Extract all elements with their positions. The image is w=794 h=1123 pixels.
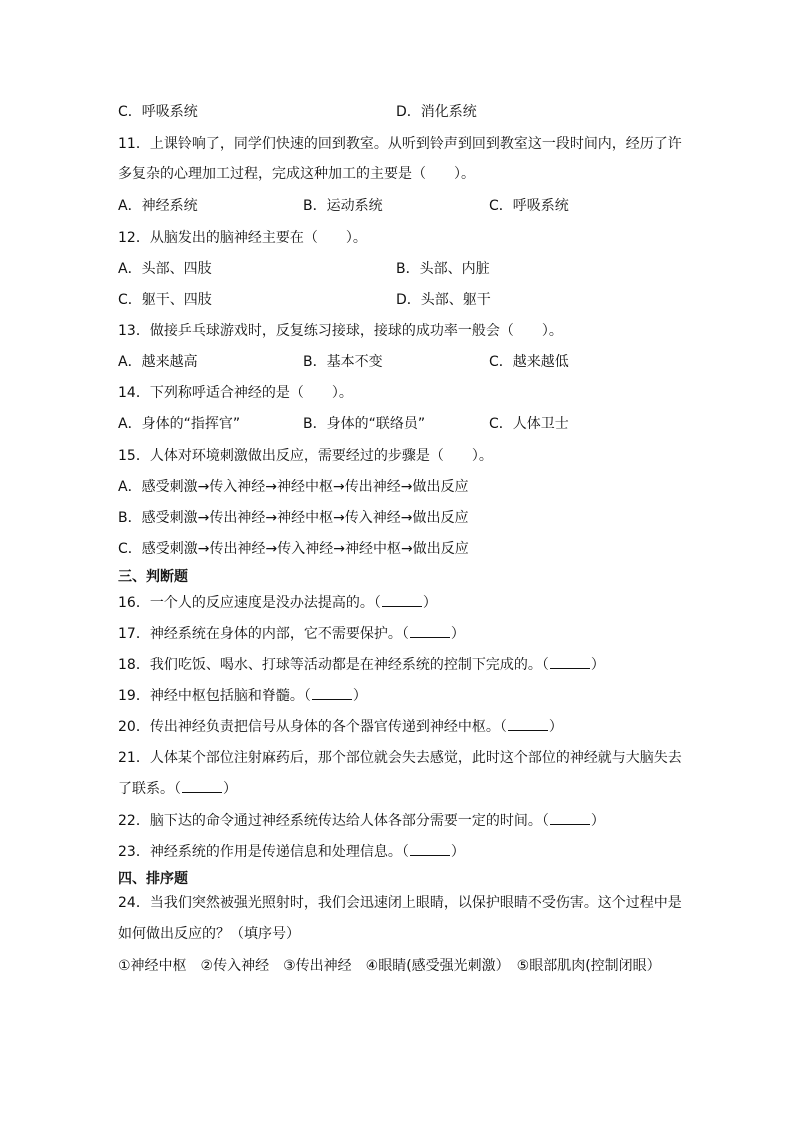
- q20-answer-blank[interactable]: [508, 716, 548, 731]
- q10-option-d: D．消化系统: [396, 104, 477, 120]
- q16-stem: 16．一个人的反应速度是没办法提高的。（: [118, 595, 381, 611]
- q12-option-c: C．躯干、四肢: [118, 292, 212, 308]
- q12-option-a: A．头部、四肢: [118, 261, 212, 277]
- q17-close: ）: [450, 626, 465, 642]
- q15-option-b: B．感受刺激→传出神经→神经中枢→传入神经→做出反应: [118, 510, 469, 526]
- q21-answer-blank[interactable]: [182, 778, 222, 793]
- q24-text-line2: 如何做出反应的？（填序号）: [118, 926, 300, 942]
- q16-answer-blank[interactable]: [382, 592, 422, 607]
- q15-option-c: C．感受刺激→传出神经→传入神经→神经中枢→做出反应: [118, 541, 469, 557]
- q13-option-b: B．基本不变: [303, 354, 383, 370]
- q10-option-c: C．呼吸系统: [118, 104, 198, 120]
- q21-text-line1: 21．人体某个部位注射麻药后，那个部位就会失去感觉，此时这个部位的神经就与大脑失去: [118, 750, 682, 766]
- q16-close: ）: [422, 595, 437, 611]
- q17-stem: 17．神经系统在身体的内部，它不需要保护。（: [118, 626, 409, 642]
- q18-stem: 18．我们吃饭、喝水、打球等活动都是在神经系统的控制下完成的。（: [118, 657, 549, 673]
- q23-answer-blank[interactable]: [410, 841, 450, 856]
- q20-text: [118, 716, 563, 737]
- q20-stem: 20．传出神经负责把信号从身体的各个器官传递到神经中枢。（: [118, 719, 507, 735]
- q15-text: 15．人体对环境刺激做出反应，需要经过的步骤是（ ）。: [118, 448, 493, 464]
- q13-option-c: C．越来越低: [489, 354, 569, 370]
- q19-text: [118, 685, 367, 706]
- q18-answer-blank[interactable]: [550, 654, 590, 669]
- q15-option-a: A．感受刺激→传入神经→神经中枢→传出神经→做出反应: [118, 479, 469, 495]
- q24-text-line1: 24．当我们突然被强光照射时，我们会迅速闭上眼睛，以保护眼睛不受伤害。这个过程中是: [118, 895, 682, 911]
- q22-close: ）: [590, 813, 605, 829]
- q14-option-a: A．身体的“指挥官”: [118, 416, 241, 432]
- q11-option-a: A．神经系统: [118, 198, 198, 214]
- q21-text-line2: [118, 778, 237, 799]
- q17-text: [118, 623, 465, 644]
- q22-text: [118, 810, 605, 831]
- q11-option-b: B．运动系统: [303, 198, 383, 214]
- q11-text-line1: 11．上课铃响了，同学们快速的回到教室。从听到铃声到回到教室这一段时间内，经历了许: [118, 136, 682, 152]
- q12-text: 12．从脑发出的脑神经主要在（ ）。: [118, 230, 367, 246]
- q23-text: [118, 841, 465, 862]
- q19-stem: 19．神经中枢包括脑和脊髓。（: [118, 688, 311, 704]
- q11-option-c: C．呼吸系统: [489, 198, 569, 214]
- q23-close: ）: [450, 844, 465, 860]
- q18-text: [118, 654, 605, 675]
- q21-stem: 了联系。（: [118, 781, 181, 797]
- q12-option-b: B．头部、内脏: [396, 261, 490, 277]
- q20-close: ）: [548, 719, 563, 735]
- q17-answer-blank[interactable]: [410, 623, 450, 638]
- q13-text: 13．做接乒乓球游戏时，反复练习接球，接球的成功率一般会（ ）。: [118, 323, 563, 339]
- section-heading-ordering: 四、排序题: [118, 871, 188, 887]
- q13-option-a: A．越来越高: [118, 354, 198, 370]
- section-heading-judgment: 三、判断题: [118, 569, 188, 585]
- q22-stem: 22．脑下达的命令通过神经系统传达给人体各部分需要一定的时间。（: [118, 813, 549, 829]
- q14-option-c: C．人体卫士: [489, 416, 569, 432]
- q14-option-b: B．身体的“联络员”: [303, 416, 426, 432]
- q21-close: ）: [223, 781, 237, 797]
- q24-items: ①神经中枢 ②传入神经 ③传出神经 ④眼睛(感受强光刺激） ⑤眼部肌肉(控制闭眼）: [118, 958, 661, 974]
- q22-answer-blank[interactable]: [550, 810, 590, 825]
- q18-close: ）: [590, 657, 605, 673]
- q19-close: ）: [352, 688, 367, 704]
- q12-option-d: D．头部、躯干: [396, 292, 491, 308]
- q23-stem: 23．神经系统的作用是传递信息和处理信息。（: [118, 844, 409, 860]
- q16-text: [118, 592, 437, 613]
- q11-text-line2: 多复杂的心理加工过程，完成这种加工的主要是（ ）。: [118, 166, 475, 182]
- q19-answer-blank[interactable]: [312, 685, 352, 700]
- q14-text: 14．下列称呼适合神经的是（ ）。: [118, 385, 353, 401]
